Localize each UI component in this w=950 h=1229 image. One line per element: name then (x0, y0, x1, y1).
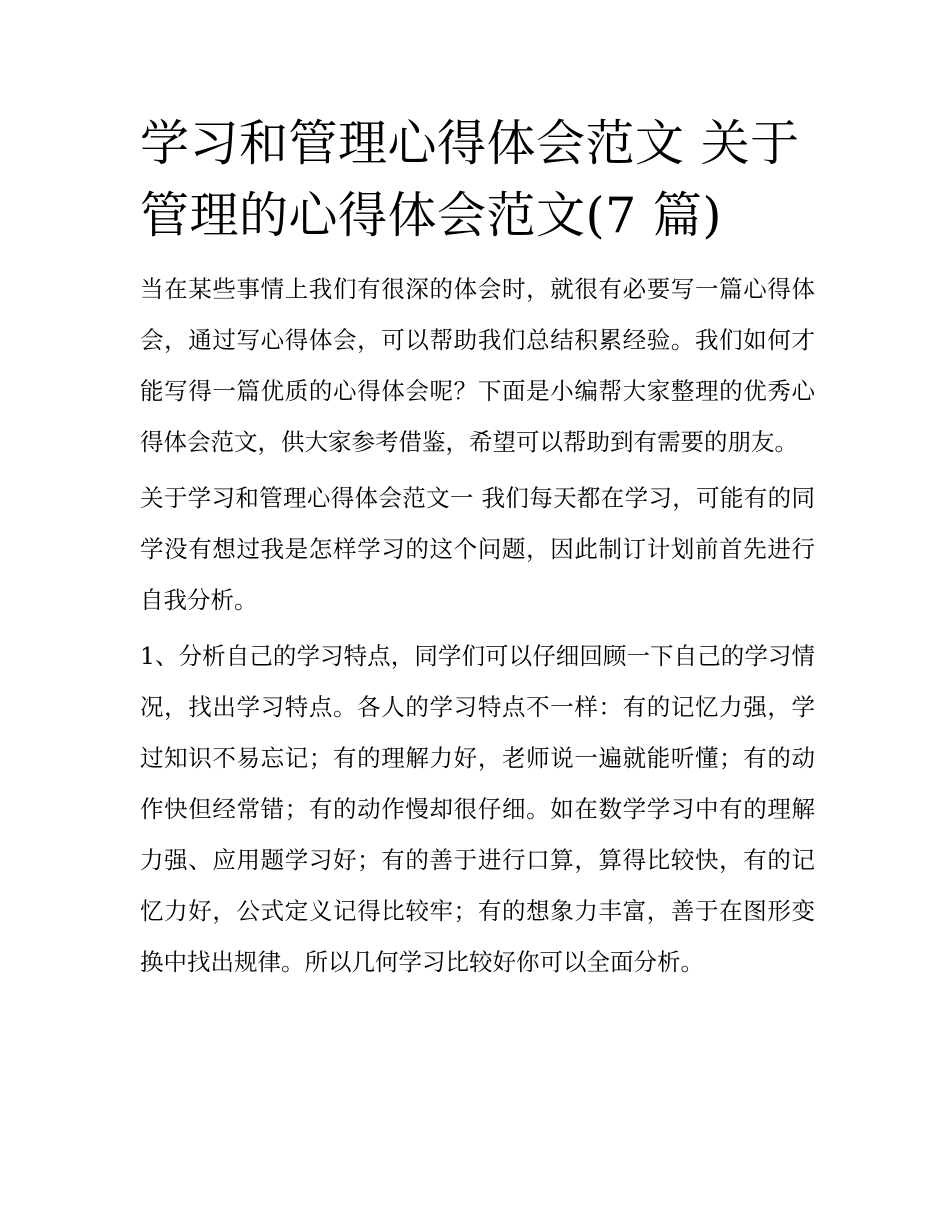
document-body (140, 108, 815, 988)
section-one-paragraph: 关于学习和管理心得体会范文一 我们每天都在学习，可能有的同学没有想过我是怎样学习的这个问题，因此制订计划前首先进行自我分析。 (140, 484, 815, 614)
point-one-paragraph: 1、分析自己的学习特点，同学们可以仔细回顾一下自己的学习情况，找出学习特点。各人的学习特点不一样：有的记忆力强，学过知识不易忘记；有的理解力好，老师说一遍就能听懂；有的动作快但经常错；有的动作慢却很仔细。如在数学学习中有的理解力强、应用题学习好；有的善于进行口算，算得比较快，有的记忆力好，公式定义记得比较牢；有的想象力丰富，善于在图形变换中找出规律。所以几何学习比较好你可以全面分析。 (140, 642, 815, 976)
intro-paragraph: 当在某些事情上我们有很深的体会时，就很有必要写一篇心得体会，通过写心得体会，可以帮助我们总结积累经验。我们如何才能写得一篇优质的心得体会呢？下面是小编帮大家整理的优秀心得体会范文，供大家参考借鉴，希望可以帮助到有需要的朋友。 (140, 275, 815, 456)
document-title: 学习和管理心得体会范文 关于管理的心得体会范文(7 篇) (140, 115, 800, 244)
